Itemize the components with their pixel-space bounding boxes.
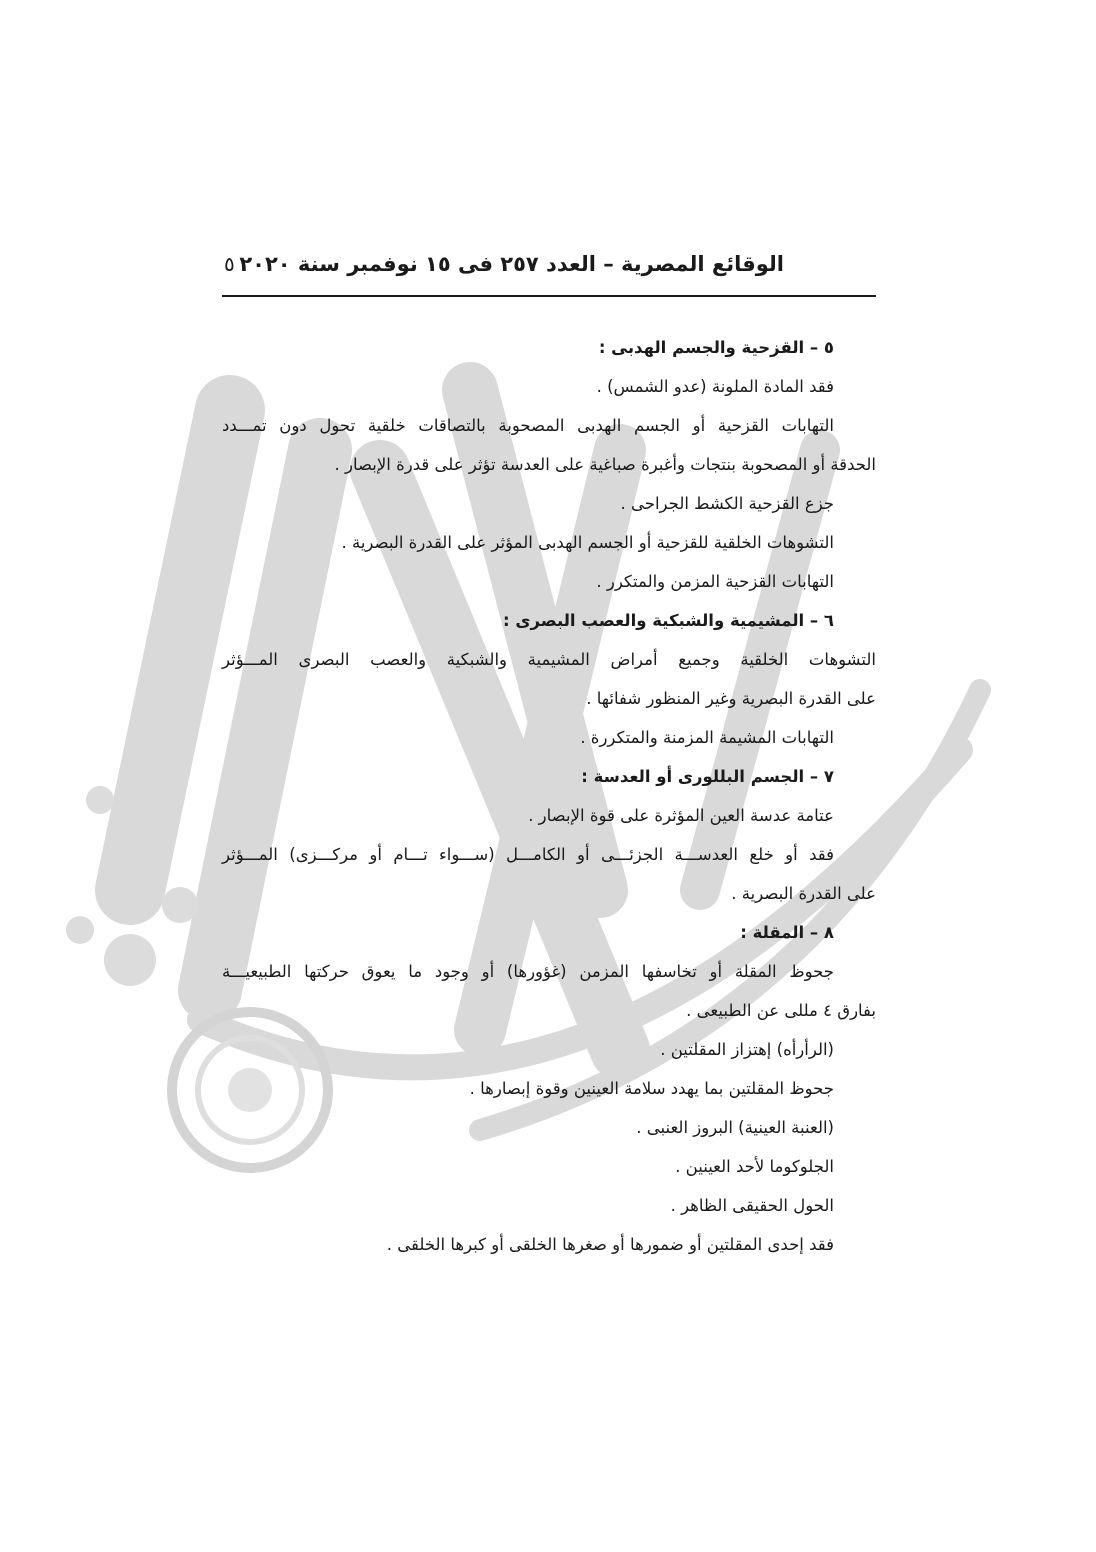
body-line: الحدقة أو المصحوبة بنتجات وأغبرة صباغية على العدسة تؤثر على قدرة الإبصار . [334,455,876,474]
body-line: فقد أو خلع العدســـة الجزئـــى أو الكامـــل (ســـواء تـــام أو مركـــزى) المـــؤثر [222,845,834,864]
gazette-title: الوقائع المصرية – العدد ٢٥٧ فى ١٥ نوفمبر سنة ٢٠٢٠ [239,252,784,276]
body-line: التهابات القزحية المزمن والمتكرر . [596,572,834,591]
section-heading: ٥ – القزحية والجسم الهدبى : [598,338,834,357]
body-line: فقد إحدى المقلتين أو ضمورها أو صغرها الخلقى أو كبرها الخلقى . [386,1235,834,1254]
document-body [222,328,876,1264]
body-line: التشوهات الخلقية وجميع أمراض المشيمية والشبكية والعصب البصرى المـــؤثر [222,650,876,669]
body-line: التشوهات الخلقية للقزحية أو الجسم الهدبى المؤثر على القدرة البصرية . [341,533,834,552]
page-number: ٥ [224,252,235,276]
body-line: فقد المادة الملونة (عدو الشمس) . [596,377,834,396]
body-line: جزع القزحية الكشط الجراحى . [620,494,834,513]
body-line: التهابات المشيمة المزمنة والمتكررة . [580,728,834,747]
body-line: التهابات القزحية أو الجسم الهدبى المصحوبة بالتصاقات خلقية تحول دون تمـــدد [222,416,834,435]
body-line: على القدرة البصرية وغير المنظور شفائها . [586,689,876,708]
body-line: الجلوكوما لأحد العينين . [675,1157,834,1176]
section-heading: ٨ – المقلة : [740,923,834,942]
body-line: جحوظ المقلة أو تخاسفها المزمن (غؤورها) أو وجود ما يعوق حركتها الطبيعيـــة [222,962,834,981]
body-line: جحوظ المقلتين بما يهدد سلامة العينين وقوة إبصارها . [469,1079,834,1098]
body-line: (الرأرأه) إهتزاز المقلتين . [660,1040,834,1059]
section-heading: ٦ – المشيمية والشبكية والعصب البصرى : [503,611,834,630]
page-header [222,252,876,294]
section-heading: ٧ – الجسم البللورى أو العدسة : [581,767,834,786]
body-line: الحول الحقيقى الظاهر . [670,1196,834,1215]
body-line: عتامة عدسة العين المؤثرة على قوة الإبصار . [528,806,834,825]
body-line: (العنبة العينية) البروز العنبى . [636,1118,834,1137]
body-line: على القدرة البصرية . [731,884,876,903]
body-line: بفارق ٤ مللى عن الطبيعى . [686,1001,876,1020]
header-divider [222,295,876,297]
